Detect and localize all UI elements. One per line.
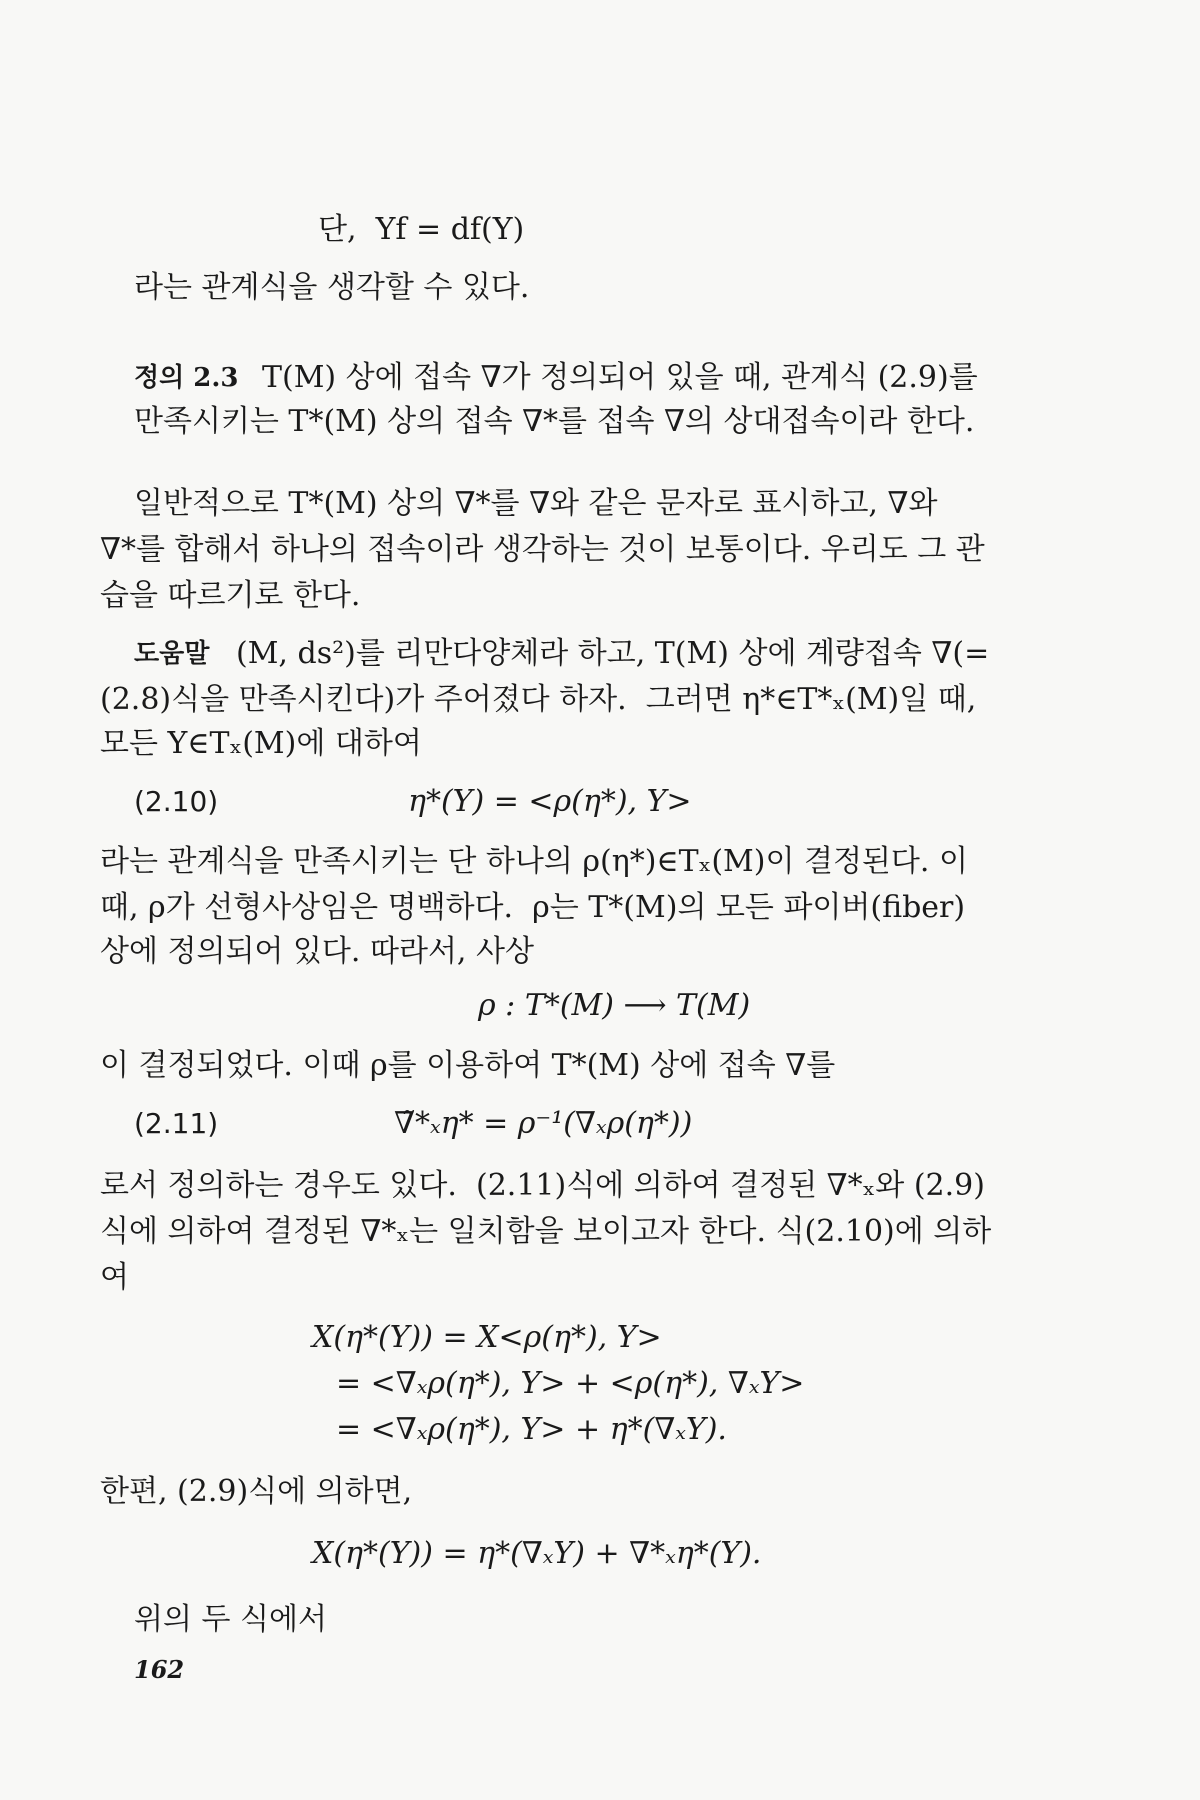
text-line: 모든 Y∈Tₓ(M)에 대하여 xyxy=(100,726,422,761)
text-line: 일반적으로 T*(M) 상의 ∇*를 ∇와 같은 문자로 표시하고, ∇와 xyxy=(134,486,938,521)
text-line: 여 xyxy=(100,1260,129,1295)
text-line: 이 결정되었다. 이때 ρ를 이용하여 T*(M) 상에 접속 ∇를 xyxy=(100,1048,836,1083)
text-line: 식에 의하여 결정된 ∇*ₓ는 일치함을 보이고자 한다. 식(2.10)에 의하 xyxy=(100,1214,992,1249)
text-line: (2.8)식을 만족시킨다)가 주어졌다 하자. 그러면 η*∈T*ₓ(M)일 때, xyxy=(100,682,977,717)
text-line: 만족시키는 T*(M) 상의 접속 ∇*를 접속 ∇의 상대접속이라 한다. xyxy=(134,404,975,439)
text-line: 한편, (2.9)식에 의하면, xyxy=(100,1474,413,1509)
equation: = <∇ₓρ(η*), Y> + <ρ(η*), ∇ₓY> xyxy=(336,1366,805,1401)
equation: ρ : T*(M) ⟶ T(M) xyxy=(478,988,751,1023)
text-line: ∇*를 합해서 하나의 접속이라 생각하는 것이 보통이다. 우리도 그 관 xyxy=(100,532,985,567)
equation: X(η*(Y)) = η*(∇ₓY) + ∇*ₓη*(Y). xyxy=(312,1536,762,1571)
equation: η*(Y) = <ρ(η*), Y> xyxy=(408,784,692,819)
equation: ∇̃*ₓη* = ρ⁻¹(∇ₓρ(η*)) xyxy=(394,1106,693,1141)
text-line: 로서 정의하는 경우도 있다. (2.11)식에 의하여 결정된 ∇*ₓ와 (2.9) xyxy=(100,1168,985,1203)
equation: = <∇ₓρ(η*), Y> + η*(∇ₓY). xyxy=(336,1412,727,1447)
text-line: T(M) 상에 접속 ∇가 정의되어 있을 때, 관계식 (2.9)를 xyxy=(262,360,978,395)
page-number: 162 xyxy=(134,1655,185,1684)
equation-number: (2.11) xyxy=(134,1107,219,1140)
remark-label: 도움말 xyxy=(134,639,210,669)
equation-number: (2.10) xyxy=(134,785,219,818)
equation: X(η*(Y)) = X<ρ(η*), Y> xyxy=(312,1320,662,1355)
text-line: 라는 관계식을 만족시키는 단 하나의 ρ(η*)∈Tₓ(M)이 결정된다. 이 xyxy=(100,844,968,879)
text-line: 위의 두 식에서 xyxy=(134,1602,327,1637)
text-line: 라는 관계식을 생각할 수 있다. xyxy=(134,270,530,305)
text-line: 상에 정의되어 있다. 따라서, 사상 xyxy=(100,934,534,969)
text-line: 때, ρ가 선형사상임은 명백하다. ρ는 T*(M)의 모든 파이버(fiber) xyxy=(100,890,966,925)
text-line: 단, Yf = df(Y) xyxy=(318,212,525,247)
definition-label: 정의 2.3 xyxy=(134,363,239,393)
text-line: (M, ds²)를 리만다양체라 하고, T(M) 상에 계량접속 ∇(= xyxy=(236,636,990,671)
text-line: 습을 따르기로 한다. xyxy=(100,578,361,613)
